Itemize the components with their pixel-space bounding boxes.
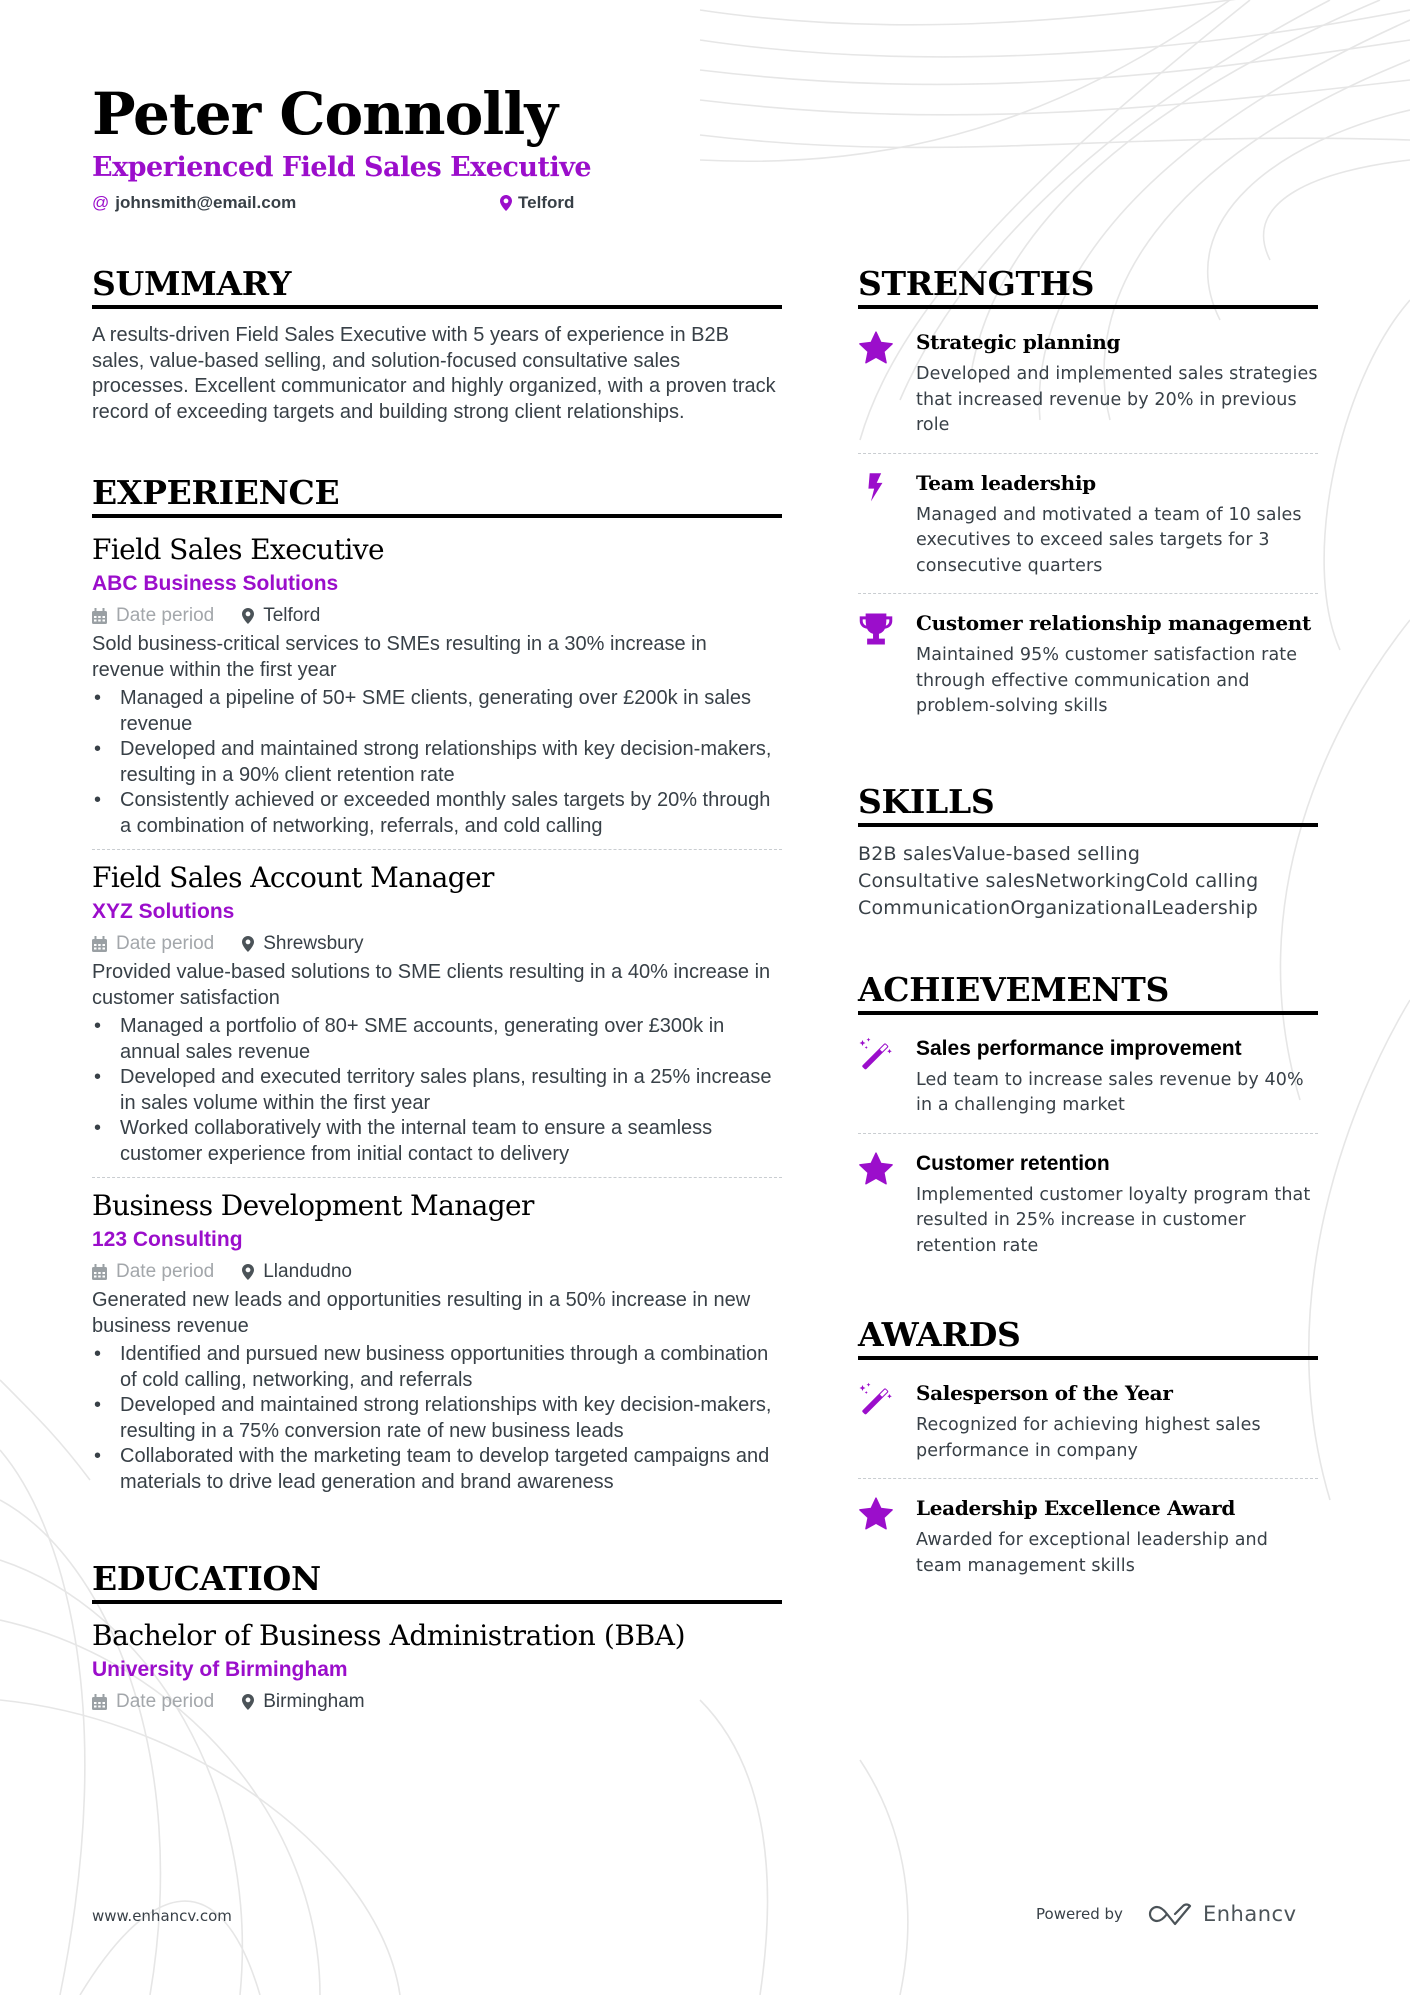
calendar-icon <box>92 608 107 624</box>
candidate-headline: Experienced Field Sales Executive <box>92 152 592 183</box>
skills-section <box>858 780 1318 922</box>
degree-title: Bachelor of Business Administration (BBA) <box>92 1619 686 1652</box>
skill-tag: Communication <box>858 896 1011 919</box>
left-column <box>92 262 782 1717</box>
award-description: Recognized for achieving highest sales performance in company <box>916 1415 1261 1461</box>
trophy-icon <box>858 610 916 720</box>
star-icon <box>858 1150 916 1260</box>
skills-list <box>858 841 1318 922</box>
candidate-name: Peter Connolly <box>92 80 558 148</box>
experience-entry <box>92 849 782 1177</box>
job-bullets <box>92 1014 782 1167</box>
education-entry <box>92 1618 782 1717</box>
achievement-description: Implemented customer loyalty program that resulted in 25% increase in customer retention rate <box>916 1184 1311 1256</box>
strength-title: Team leadership <box>916 470 1096 495</box>
powered-by-label: Powered by <box>1036 1905 1123 1923</box>
map-pin-icon <box>500 195 512 211</box>
strength-title: Strategic planning <box>916 330 1121 354</box>
bolt-icon <box>858 470 916 580</box>
achievement-item <box>858 1029 1318 1133</box>
location-text: Llandudno <box>263 1261 352 1282</box>
experience-entry <box>92 532 782 849</box>
map-pin-icon <box>242 936 254 952</box>
date-text: Date period <box>116 1261 215 1282</box>
job-title: Field Sales Account Manager <box>92 861 494 894</box>
skill-tag: Leadership <box>1151 896 1258 919</box>
email-text: johnsmith@email.com <box>115 193 297 212</box>
location-text: Telford <box>263 605 321 626</box>
map-pin-icon <box>242 608 254 624</box>
bullet-item: • Developed and executed territory sales plans, resulting in a 25% increase in sales volume within the first year <box>92 1065 782 1116</box>
experience-section <box>92 471 782 1505</box>
calendar-icon <box>92 1264 107 1280</box>
award-item <box>858 1478 1318 1593</box>
section-title-achievements: ACHIEVEMENTS <box>858 969 1170 1009</box>
summary-section <box>92 262 782 425</box>
skill-tag: Value-based selling <box>952 842 1141 865</box>
job-location <box>242 928 363 959</box>
job-description: Generated new leads and opportunities resulting in a 50% increase in new business revenue <box>92 1289 751 1337</box>
achievement-title: Customer retention <box>916 1151 1110 1175</box>
experience-entry <box>92 1177 782 1505</box>
bullet-item: • Managed a pipeline of 50+ SME clients, generating over £200k in sales revenue <box>92 686 782 737</box>
bullet-item: • Consistently achieved or exceeded monthly sales targets by 20% through a combination of networking, referrals, and cold calling <box>92 788 782 839</box>
award-title: Leadership Excellence Award <box>916 1496 1236 1520</box>
section-title-summary: SUMMARY <box>92 264 292 303</box>
section-title-education: EDUCATION <box>92 1559 321 1598</box>
footer-branding[interactable] <box>1036 1902 1297 1926</box>
section-title-skills: SKILLS <box>858 781 995 821</box>
calendar-icon <box>92 936 107 952</box>
map-pin-icon <box>242 1264 254 1280</box>
achievement-description: Led team to increase sales revenue by 40% in a challenging market <box>916 1069 1304 1115</box>
magic-wand-icon <box>858 1035 916 1119</box>
award-item <box>858 1374 1318 1478</box>
strength-description: Maintained 95% customer satisfaction rate through effective communication and problem-solving skills <box>916 645 1298 716</box>
education-section <box>92 1557 782 1717</box>
date-range <box>92 600 214 631</box>
strength-item <box>858 453 1318 594</box>
bullet-item: • Identified and pursued new business opportunities through a combination of cold calling, networking, and referrals <box>92 1342 782 1393</box>
job-meta <box>92 1256 782 1287</box>
at-sign-icon: @ <box>92 193 110 212</box>
company-name: 123 Consulting <box>92 1228 243 1251</box>
job-location <box>242 600 320 631</box>
education-meta <box>92 1686 782 1717</box>
job-meta <box>92 928 782 959</box>
job-bullets <box>92 686 782 839</box>
achievement-title: Sales performance improvement <box>916 1036 1242 1060</box>
bullet-item: • Managed a portfolio of 80+ SME accounts, generating over £300k in annual sales revenue <box>92 1014 782 1065</box>
magic-wand-icon <box>858 1380 916 1464</box>
bullet-item: • Developed and maintained strong relationships with key decision-makers, resulting in a 75% conversion rate of new business leads <box>92 1393 782 1444</box>
award-title: Salesperson of the Year <box>916 1381 1173 1405</box>
job-bullets <box>92 1342 782 1495</box>
date-text: Date period <box>116 1691 215 1712</box>
job-meta <box>92 600 782 631</box>
strengths-section <box>858 262 1318 734</box>
map-pin-icon <box>242 1694 254 1710</box>
contact-location <box>500 191 574 215</box>
company-name: ABC Business Solutions <box>92 572 339 595</box>
location-text: Birmingham <box>263 1691 365 1712</box>
skill-tag: Consultative sales <box>858 869 1035 892</box>
strength-description: Managed and motivated a team of 10 sales executives to exceed sales targets for 3 consecutive quarters <box>916 504 1302 576</box>
contact-email[interactable] <box>92 191 296 215</box>
skill-tag: Networking <box>1034 869 1146 892</box>
footer-website-link[interactable]: www.enhancv.com <box>92 1907 232 1925</box>
date-range <box>92 1256 214 1287</box>
achievement-item <box>858 1133 1318 1274</box>
job-title: Field Sales Executive <box>92 533 384 566</box>
strength-description: Developed and implemented sales strategies that increased revenue by 20% in previous role <box>916 364 1318 435</box>
section-title-awards: AWARDS <box>858 1315 1021 1354</box>
date-text: Date period <box>116 605 215 626</box>
brand-name: Enhancv <box>1202 1902 1297 1926</box>
brand-logo <box>1147 1902 1297 1926</box>
job-description: Provided value-based solutions to SME clients resulting in a 40% increase in customer satisfaction <box>92 961 771 1009</box>
skill-tag: Organizational <box>1010 896 1152 919</box>
education-location <box>242 1686 364 1717</box>
job-description: Sold business-critical services to SMEs resulting in a 30% increase in revenue within the first year <box>92 633 707 681</box>
job-title: Business Development Manager <box>92 1189 534 1222</box>
star-icon <box>858 329 916 439</box>
date-range <box>92 1686 214 1717</box>
calendar-icon <box>92 1694 107 1710</box>
enhancv-logo-icon <box>1147 1902 1193 1926</box>
school-name: University of Birmingham <box>92 1658 348 1681</box>
strength-item <box>858 323 1318 453</box>
section-title-strengths: STRENGTHS <box>858 264 1095 303</box>
strength-item <box>858 593 1318 734</box>
bullet-item: • Collaborated with the marketing team to develop targeted campaigns and materials to drive lead generation and brand awareness <box>92 1444 782 1495</box>
award-description: Awarded for exceptional leadership and team management skills <box>916 1530 1268 1576</box>
date-text: Date period <box>116 933 215 954</box>
location-text: Telford <box>518 193 575 212</box>
section-title-experience: EXPERIENCE <box>92 473 340 512</box>
job-location <box>242 1256 352 1287</box>
right-column <box>858 262 1318 1593</box>
summary-text: A results-driven Field Sales Executive with 5 years of experience in B2B sales, value-based selling, and solution-focused consultative sales processes. Excellent communicator and highly organized, with a proven track record of exceeding targets and building strong client relationships. <box>92 324 776 423</box>
bullet-item: • Worked collaboratively with the internal team to ensure a seamless customer experience from initial contact to delivery <box>92 1116 782 1167</box>
date-range <box>92 928 214 959</box>
location-text: Shrewsbury <box>263 933 364 954</box>
strength-title: Customer relationship management <box>916 611 1311 635</box>
skill-tag: Cold calling <box>1145 869 1259 892</box>
skill-tag: B2B sales <box>858 842 953 865</box>
company-name: XYZ Solutions <box>92 900 235 923</box>
star-icon <box>858 1495 916 1579</box>
bullet-item: • Developed and maintained strong relationships with key decision-makers, resulting in a 90% client retention rate <box>92 737 782 788</box>
achievements-section <box>858 968 1318 1274</box>
awards-section <box>858 1313 1318 1593</box>
